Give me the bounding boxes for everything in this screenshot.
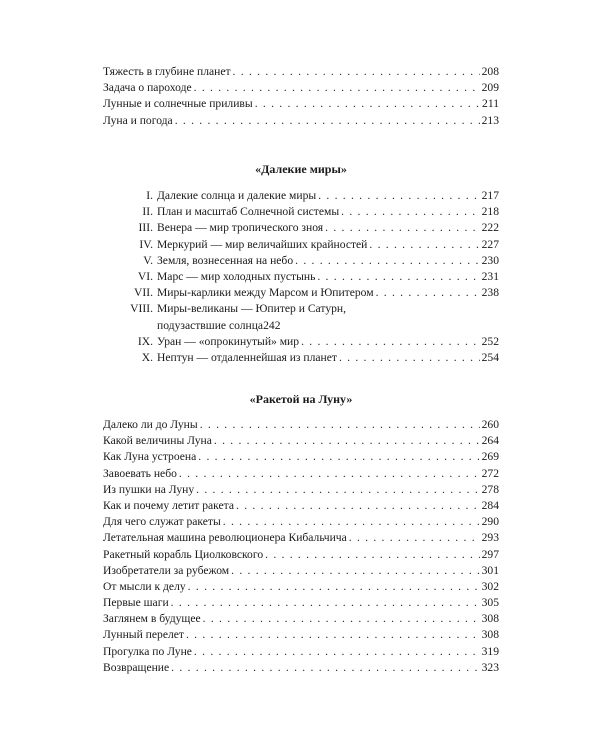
toc-entry[interactable]: [103, 660, 499, 676]
toc-entry[interactable]: [103, 237, 499, 253]
toc-entry-page: 213: [481, 113, 499, 127]
toc-entry-title: Возвращение: [103, 660, 170, 674]
toc-entry-title: Марс — мир холодных пустынь: [157, 269, 316, 283]
dot-leader: [223, 514, 480, 530]
toc-entry[interactable]: [103, 417, 499, 433]
dot-leader: [231, 563, 479, 579]
dot-leader: [255, 96, 480, 112]
toc-entry[interactable]: [103, 514, 499, 530]
toc-entry[interactable]: [103, 334, 499, 350]
toc-entry[interactable]: [103, 188, 499, 204]
toc-entry-page: 222: [481, 221, 499, 235]
dot-leader: [317, 269, 479, 285]
toc-entry-title: Нептун — отдаленнейшая из планет: [157, 350, 337, 364]
toc-entry-page: 211: [482, 97, 499, 111]
dot-leader: [295, 253, 479, 269]
toc-entry-title: Земля, вознесенная на небо: [157, 253, 294, 267]
toc-entry-number: IV.: [139, 237, 153, 251]
toc-entry[interactable]: [103, 301, 499, 317]
toc-entry-continuation[interactable]: [103, 318, 499, 334]
dot-leader: [194, 644, 480, 660]
toc-entry-page: 302: [481, 579, 499, 593]
toc-entry[interactable]: [103, 627, 499, 643]
toc-entry-page: 208: [481, 65, 499, 78]
toc-entry-title: Ракетный корабль Циолковского: [103, 547, 264, 561]
toc-entry[interactable]: [103, 113, 499, 129]
dot-leader: [301, 334, 480, 350]
toc-entry-title: Изобретатели за рубежом: [103, 563, 230, 577]
top-entries-list: [103, 64, 499, 129]
toc-entry-title: Тяжесть в глубине планет: [103, 65, 231, 78]
dot-leader: [175, 113, 480, 129]
dot-leader: [318, 188, 479, 204]
toc-entry-title: Из пушки на Луну: [103, 482, 195, 496]
toc-entry-number: II.: [142, 205, 153, 219]
toc-entry-title: Заглянем в будущее: [103, 612, 201, 626]
dot-leader: [236, 498, 480, 514]
toc-entry-number: V.: [143, 253, 153, 267]
toc-entry[interactable]: [103, 350, 499, 366]
toc-entry-title: Меркурий — мир величайших крайностей: [157, 237, 368, 251]
toc-entry-page: 230: [481, 253, 499, 267]
toc-entry-number: VIII.: [130, 302, 153, 316]
toc-entry[interactable]: [103, 285, 499, 301]
dot-leader: [339, 350, 480, 366]
dot-leader: [214, 433, 480, 449]
toc-entry-page: 297: [481, 547, 499, 561]
dot-leader: [325, 220, 479, 236]
toc-entry-title: Венера — мир тропического зноя: [157, 221, 324, 235]
dot-leader: [369, 237, 479, 253]
toc-entry-page: 264: [481, 434, 499, 448]
section1-entries-list: [103, 188, 499, 366]
toc-entry-title: Как и почему летит ракета: [103, 498, 235, 512]
toc-entry-page: 305: [481, 596, 499, 610]
toc-entry-title: Далеко ли до Луны: [103, 418, 198, 431]
section-heading: «Далекие миры»: [255, 162, 347, 176]
toc-entry-page: 290: [481, 515, 499, 529]
toc-entry-page: 293: [481, 531, 499, 545]
toc-entry-number: VII.: [134, 286, 153, 300]
toc-entry-title: Миры-великаны — Юпитер и Сатурн,: [157, 302, 347, 316]
toc-entry-title: Завоевать небо: [103, 466, 177, 480]
toc-entry-title: Летательная машина революционера Кибальчича: [103, 531, 347, 545]
toc-entry-number: I.: [146, 189, 153, 202]
toc-entry-title: От мысли к делу: [103, 579, 186, 593]
toc-entry-number: IX.: [137, 334, 153, 348]
toc-entry-page: 284: [481, 498, 499, 512]
toc-entry[interactable]: [103, 644, 499, 660]
toc-entry[interactable]: [103, 64, 499, 80]
toc-entry-title: Какой величины Луна: [103, 434, 212, 448]
dot-leader: [203, 611, 480, 627]
dot-leader: [198, 449, 479, 465]
toc-entry-title: Первые шаги: [103, 596, 169, 610]
toc-entry-title-continuation: подузаствшие солнца: [157, 318, 264, 332]
toc-entry-title: Задача о пароходе: [103, 81, 192, 95]
toc-entry-page: 254: [481, 350, 499, 364]
toc-entry-number: X.: [141, 350, 153, 364]
toc-entry[interactable]: [103, 253, 499, 269]
toc-entry[interactable]: [103, 547, 499, 563]
dot-leader: [171, 595, 480, 611]
toc-entry-title: Уран — «опрокинутый» мир: [157, 334, 300, 348]
toc-entry[interactable]: [103, 498, 499, 514]
dot-leader: [171, 660, 479, 676]
toc-entry[interactable]: [103, 611, 499, 627]
toc-entry-title: Миры-карлики между Марсом и Юпитером: [157, 286, 374, 300]
toc-entry-page: 278: [481, 482, 499, 496]
toc-entry[interactable]: [103, 482, 499, 498]
dot-leader: [233, 64, 480, 80]
dot-leader: [194, 80, 480, 96]
toc-entry[interactable]: [103, 595, 499, 611]
toc-entry-title: План и масштаб Солнечной системы: [157, 205, 340, 219]
toc-entry-page: 252: [481, 334, 499, 348]
toc-entry-title: Для чего служат ракеты: [103, 515, 221, 529]
section2-entries-list: [103, 417, 499, 676]
dot-leader: [179, 466, 480, 482]
toc-entry-number: III.: [138, 221, 153, 235]
toc-entry[interactable]: [103, 204, 499, 220]
toc-entry[interactable]: [103, 269, 499, 285]
toc-entry-page: 319: [481, 644, 499, 658]
toc-entry[interactable]: [103, 80, 499, 96]
toc-entry-page: 308: [481, 612, 499, 626]
toc-entry-page: 301: [481, 563, 499, 577]
toc-entry-page: 269: [481, 450, 499, 464]
toc-entry[interactable]: [103, 530, 499, 546]
toc-entry-page: 242: [263, 318, 281, 332]
section-heading: «Ракетой на Луну»: [249, 392, 353, 406]
toc-entry[interactable]: [103, 563, 499, 579]
dot-leader: [349, 530, 480, 546]
toc-entry-page: 231: [481, 269, 499, 283]
toc-entry-page: 238: [481, 286, 499, 300]
toc-entry[interactable]: [103, 433, 499, 449]
dot-leader: [376, 285, 480, 301]
toc-entry-page: 227: [481, 237, 499, 251]
dot-leader: [196, 482, 479, 498]
toc-entry-page: 218: [481, 205, 499, 219]
toc-entry-page: 308: [481, 628, 499, 642]
dot-leader: [341, 204, 479, 220]
toc-entry-page: 217: [481, 189, 499, 202]
dot-leader: [186, 627, 480, 643]
toc-entry[interactable]: [103, 466, 499, 482]
toc-entry-title: Далекие солнца и далекие миры: [157, 189, 317, 202]
toc-entry-title: Лунный перелет: [103, 628, 184, 642]
dot-leader: [200, 417, 480, 433]
dot-leader: [188, 579, 480, 595]
toc-entry[interactable]: [103, 96, 499, 112]
toc-entry-page: 209: [481, 81, 499, 95]
toc-entry-page: 323: [481, 660, 499, 674]
toc-entry[interactable]: [103, 220, 499, 236]
toc-entry-number: VI.: [137, 269, 153, 283]
toc-entry[interactable]: [103, 449, 499, 465]
toc-entry-page: 272: [481, 466, 499, 480]
toc-entry-title: Луна и погода: [103, 113, 173, 127]
toc-entry-title: Лунные и солнечные приливы: [103, 97, 253, 111]
dot-leader: [265, 547, 479, 563]
toc-entry-page: 260: [481, 418, 499, 431]
toc-entry-title: Как Луна устроена: [103, 450, 197, 464]
toc-entry-title: Прогулка по Луне: [103, 644, 192, 658]
toc-entry[interactable]: [103, 579, 499, 595]
